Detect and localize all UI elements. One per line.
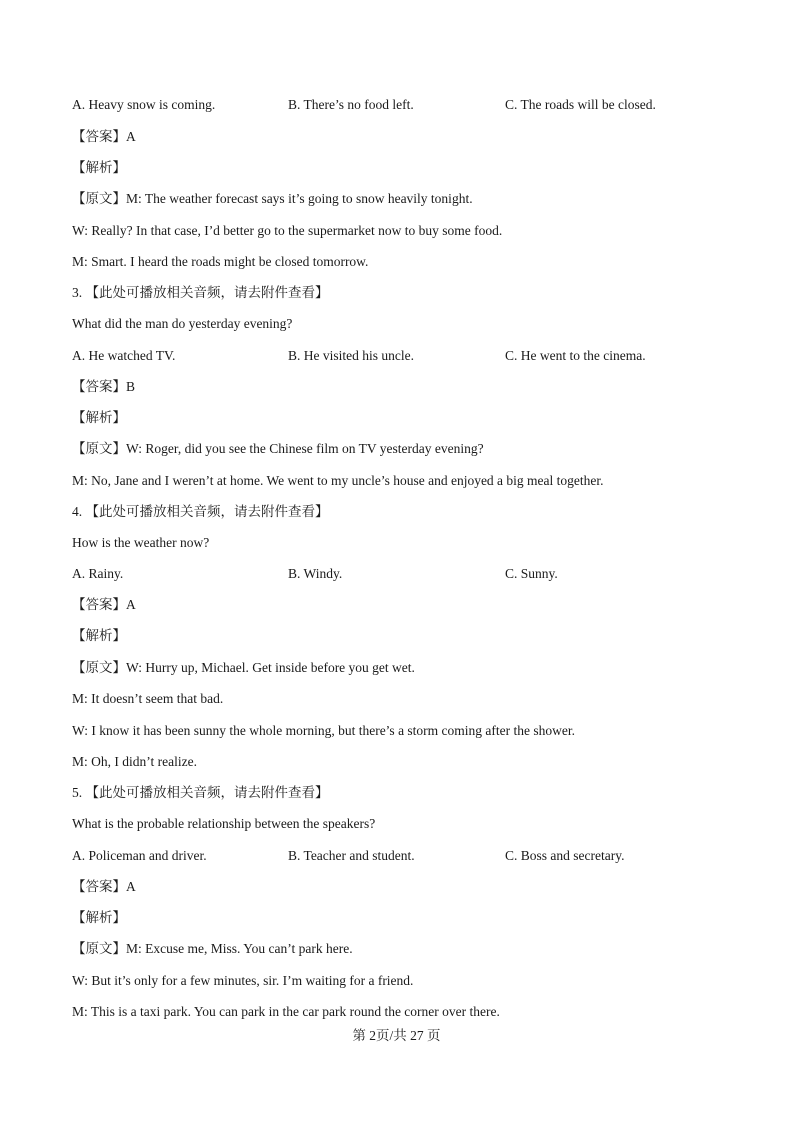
question-text: What is the probable relationship between the speakers?: [72, 816, 376, 831]
option-b: B. Teacher and student.: [288, 848, 415, 863]
answer-options: [72, 347, 752, 365]
option-b: B. He visited his uncle.: [288, 348, 414, 363]
transcript-line: M: This is a taxi park. You can park in the car park round the corner over there.: [72, 1004, 500, 1019]
option-c: C. The roads will be closed.: [505, 97, 656, 112]
option-c: C. He went to the cinema.: [505, 348, 646, 363]
analysis-line: 【解析】: [72, 910, 126, 925]
analysis-line: 【解析】: [72, 160, 126, 175]
transcript-line: M: It doesn’t seem that bad.: [72, 691, 224, 706]
answer-options: [72, 96, 752, 114]
answer-line: 【答案】A: [72, 129, 136, 144]
answer-line: 【答案】A: [72, 879, 136, 894]
option-b: B. Windy.: [288, 566, 343, 581]
question-number: 3. 【此处可播放相关音频，请去附件查看】: [72, 285, 329, 300]
option-c: C. Sunny.: [505, 566, 558, 581]
transcript-line: W: Really? In that case, I’d better go to the supermarket now to buy some food.: [72, 223, 503, 238]
option-b: B. There’s no food left.: [288, 97, 414, 112]
question-text: How is the weather now?: [72, 535, 210, 550]
answer-line: 【答案】A: [72, 597, 136, 612]
analysis-line: 【解析】: [72, 628, 126, 643]
transcript-line: M: Smart. I heard the roads might be closed tomorrow.: [72, 254, 369, 269]
answer-options: [72, 847, 752, 865]
transcript-line: 【原文】M: Excuse me, Miss. You can’t park here.: [72, 941, 353, 956]
answer-line: 【答案】B: [72, 379, 136, 394]
option-c: C. Boss and secretary.: [505, 848, 625, 863]
question-number: 5. 【此处可播放相关音频，请去附件查看】: [72, 785, 329, 800]
transcript-line: M: No, Jane and I weren’t at home. We went to my uncle’s house and enjoyed a big meal together.: [72, 473, 604, 488]
option-a: A. Policeman and driver.: [72, 848, 207, 863]
page-footer: 第 2页/共 27 页: [352, 1028, 441, 1043]
option-a: A. He watched TV.: [72, 348, 176, 363]
transcript-line: M: Oh, I didn’t realize.: [72, 754, 197, 769]
transcript-line: 【原文】W: Roger, did you see the Chinese film on TV yesterday evening?: [72, 441, 484, 456]
option-a: A. Rainy.: [72, 566, 124, 581]
option-a: A. Heavy snow is coming.: [72, 97, 216, 112]
transcript-line: W: I know it has been sunny the whole morning, but there’s a storm coming after the shower.: [72, 723, 576, 738]
transcript-line: 【原文】M: The weather forecast says it’s going to snow heavily tonight.: [72, 191, 473, 206]
analysis-line: 【解析】: [72, 410, 126, 425]
transcript-line: 【原文】W: Hurry up, Michael. Get inside before you get wet.: [72, 660, 415, 675]
transcript-line: W: But it’s only for a few minutes, sir. I’m waiting for a friend.: [72, 973, 414, 988]
answer-options: [72, 565, 752, 583]
question-text: What did the man do yesterday evening?: [72, 316, 293, 331]
question-number: 4. 【此处可播放相关音频，请去附件查看】: [72, 504, 329, 519]
